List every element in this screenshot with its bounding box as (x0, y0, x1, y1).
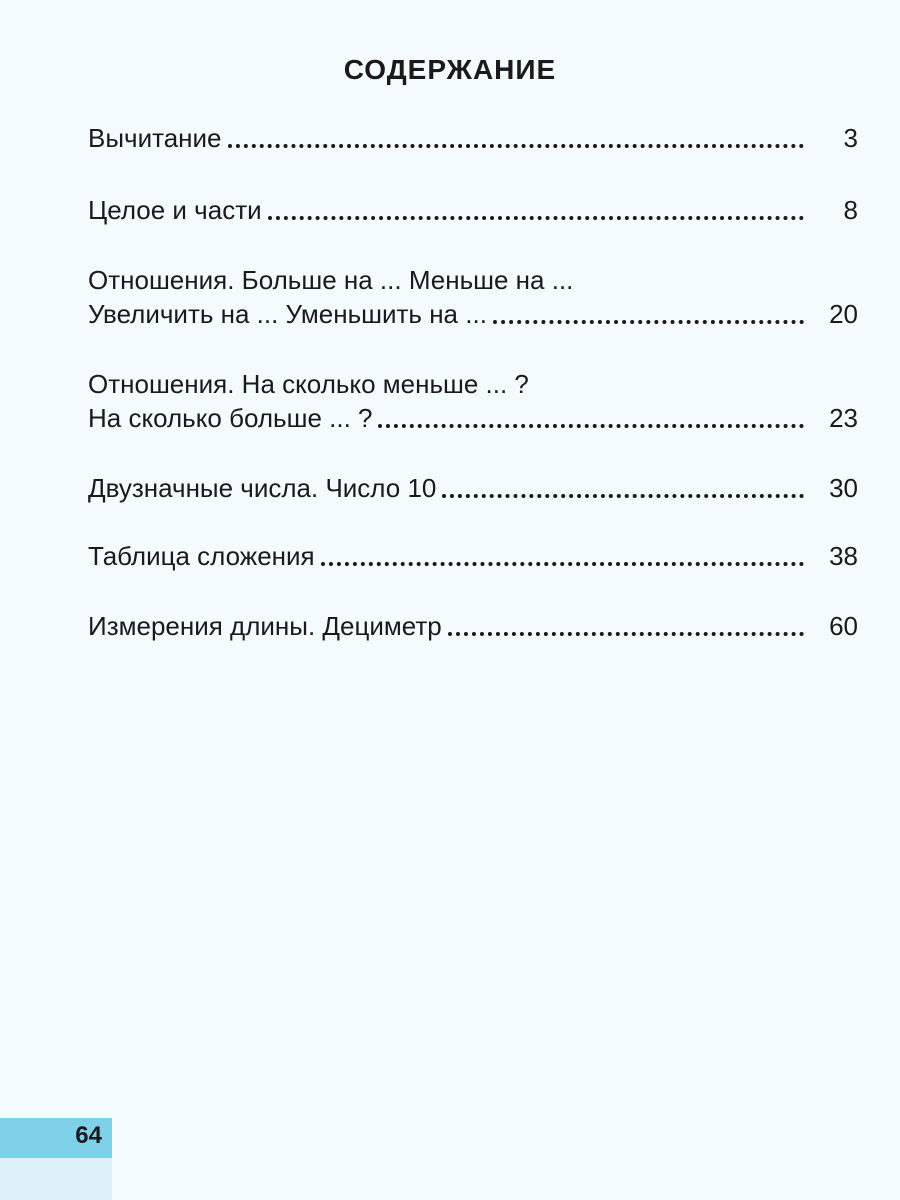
page-number-tab (0, 1118, 112, 1158)
toc-entry-page: 20 (829, 299, 858, 329)
toc-entry-first-line (88, 264, 858, 296)
page-title: СОДЕРЖАНИЕ (343, 54, 557, 85)
toc-entry (88, 298, 858, 330)
toc-entry-page: 8 (843, 195, 858, 225)
toc-entry-title: Таблица сложения (88, 541, 315, 571)
toc-entry-title-line1: Отношения. Больше на ... Меньше на ... (88, 265, 574, 295)
toc-entry-title: Увеличить на ... Уменьшить на ... (88, 299, 487, 329)
dot-leader (442, 472, 804, 504)
dot-leader (228, 122, 804, 154)
dot-leader (268, 194, 804, 226)
toc-entry (88, 194, 858, 226)
toc-entry-title: Измерения длины. Дециметр (88, 611, 442, 641)
toc-entry (88, 402, 858, 434)
toc-entry-title: На сколько больше ... ? (88, 403, 373, 433)
page-number: 64 (75, 1122, 102, 1149)
toc-entry-page: 38 (829, 541, 858, 571)
toc-entry-page: 60 (829, 611, 858, 641)
toc-entry (88, 122, 858, 154)
dot-leader (493, 298, 804, 330)
toc-entry-title: Вычитание (88, 123, 222, 153)
toc-entry (88, 540, 858, 572)
toc-entry-first-line (88, 368, 858, 400)
toc-entry (88, 472, 858, 504)
dot-leader (321, 540, 804, 572)
dot-leader (378, 402, 804, 434)
toc-entry-title-line1: Отношения. На сколько меньше ... ? (88, 369, 529, 399)
table-of-contents (88, 0, 858, 1200)
dot-leader (448, 610, 804, 642)
toc-entry (88, 610, 858, 642)
toc-entry-title: Двузначные числа. Число 10 (88, 473, 437, 503)
toc-entry-title: Целое и части (88, 195, 262, 225)
toc-entry-page: 30 (829, 473, 858, 503)
toc-entry-page: 3 (843, 123, 858, 153)
page-edge-bar (0, 1158, 112, 1200)
toc-entry-page: 23 (829, 403, 858, 433)
